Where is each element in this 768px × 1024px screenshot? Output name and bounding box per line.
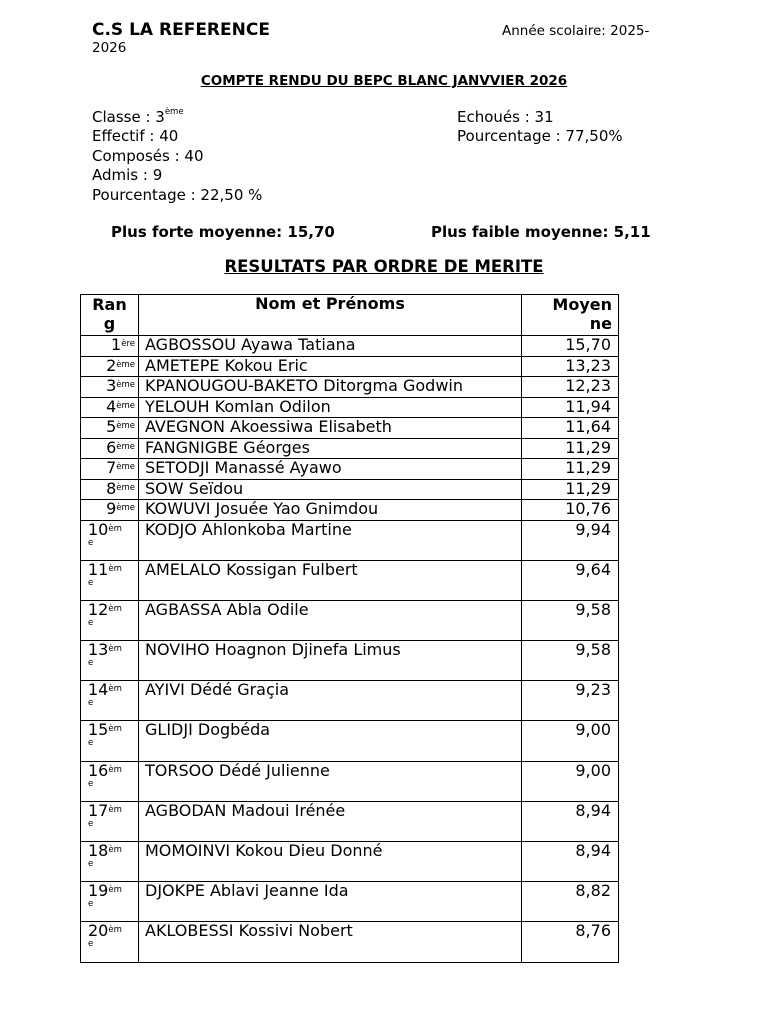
name-cell: TORSOO Dédé Julienne [139, 761, 522, 801]
rank-cell: 6ème [81, 438, 139, 459]
stat-classe: Classe : 3ème [92, 107, 184, 126]
average-cell: 9,00 [522, 761, 619, 801]
stat-composes: Composés : 40 [92, 147, 204, 165]
table-row [81, 438, 619, 459]
average-cell: 11,29 [522, 479, 619, 500]
table-row [81, 418, 619, 439]
average-cell: 11,29 [522, 459, 619, 480]
school-name: C.S LA REFERENCE [92, 20, 270, 40]
average-cell: 15,70 [522, 336, 619, 357]
table-row [81, 681, 619, 721]
rank-cell: $15^{èm}$ e [81, 721, 139, 761]
rank-cell: 1ère [81, 336, 139, 357]
average-cell: 9,64 [522, 560, 619, 600]
average-cell: 9,58 [522, 641, 619, 681]
average-cell: 11,94 [522, 397, 619, 418]
rank-cell: $13^{èm}$ e [81, 641, 139, 681]
stat-pourcentage-admis: Pourcentage : 22,50 % [92, 186, 263, 204]
rank-cell: 8ème [81, 479, 139, 500]
table-row [81, 336, 619, 357]
rank-cell: 7ème [81, 459, 139, 480]
rank-cell: $11^{èm}$ e [81, 560, 139, 600]
name-cell: KOWUVI Josuée Yao Gnimdou [139, 500, 522, 521]
name-cell: AYIVI Dédé Graçia [139, 681, 522, 721]
rank-cell: 4ème [81, 397, 139, 418]
rank-cell: $10^{èm}$ e [81, 520, 139, 560]
name-cell: YELOUH Komlan Odilon [139, 397, 522, 418]
name-cell: AVEGNON Akoessiwa Elisabeth [139, 418, 522, 439]
table-row [81, 641, 619, 681]
rank-cell: $19^{èm}$ e [81, 882, 139, 922]
name-cell: GLIDJI Dogbéda [139, 721, 522, 761]
school-year-continuation: 2026 [92, 40, 127, 56]
rank-cell: $18^{èm}$ e [81, 842, 139, 882]
table-row [81, 600, 619, 640]
table-row [81, 397, 619, 418]
average-cell: 9,94 [522, 520, 619, 560]
rank-cell: $12^{èm}$ e [81, 600, 139, 640]
header-name: Nom et Prénoms [139, 295, 522, 336]
average-cell: 8,94 [522, 842, 619, 882]
average-cell: 9,00 [522, 721, 619, 761]
stat-pourcentage-echoues: Pourcentage : 77,50% [457, 127, 623, 145]
name-cell: AGBASSA Abla Odile [139, 600, 522, 640]
average-cell: 11,29 [522, 438, 619, 459]
results-header-row [81, 295, 619, 336]
stat-admis: Admis : 9 [92, 166, 163, 184]
average-cell: 10,76 [522, 500, 619, 521]
name-cell: NOVIHO Hoagnon Djinefa Limus [139, 641, 522, 681]
name-cell: SETODJI Manassé Ayawo [139, 459, 522, 480]
rank-cell: $14^{èm}$ e [81, 681, 139, 721]
name-cell: MOMOINVI Kokou Dieu Donné [139, 842, 522, 882]
name-cell: KPANOUGOU-BAKETO Ditorgma Godwin [139, 377, 522, 398]
table-row [81, 459, 619, 480]
highest-average: Plus forte moyenne: 15,70 [111, 223, 335, 241]
table-row [81, 922, 619, 962]
name-cell: KODJO Ahlonkoba Martine [139, 520, 522, 560]
report-title: COMPTE RENDU DU BEPC BLANC JANVVIER 2026 [200, 73, 568, 89]
rank-cell: $17^{èm}$ e [81, 801, 139, 841]
rank-cell: 2ème [81, 356, 139, 377]
rank-cell: 5ème [81, 418, 139, 439]
results-body [81, 336, 619, 963]
average-cell: 12,23 [522, 377, 619, 398]
table-row [81, 479, 619, 500]
average-cell: 8,76 [522, 922, 619, 962]
rank-cell: 9ème [81, 500, 139, 521]
header-average: Moyen ne [522, 295, 619, 336]
lowest-average: Plus faible moyenne: 5,11 [431, 223, 651, 241]
table-row [81, 500, 619, 521]
name-cell: AKLOBESSI Kossivi Nobert [139, 922, 522, 962]
stat-echoues: Echoués : 31 [457, 108, 554, 126]
average-cell: 11,64 [522, 418, 619, 439]
name-cell: AMELALO Kossigan Fulbert [139, 560, 522, 600]
rank-cell: $16^{èm}$ e [81, 761, 139, 801]
stat-effectif: Effectif : 40 [92, 127, 179, 145]
average-cell: 8,82 [522, 882, 619, 922]
school-year-label: Année scolaire: 2025- [502, 23, 650, 39]
name-cell: DJOKPE Ablavi Jeanne Ida [139, 882, 522, 922]
table-row [81, 356, 619, 377]
rank-cell: 3ème [81, 377, 139, 398]
results-table [80, 294, 619, 963]
table-row [81, 377, 619, 398]
average-cell: 9,58 [522, 600, 619, 640]
name-cell: SOW Seïdou [139, 479, 522, 500]
average-cell: 9,23 [522, 681, 619, 721]
table-row [81, 761, 619, 801]
name-cell: AGBODAN Madoui Irénée [139, 801, 522, 841]
average-cell: 8,94 [522, 801, 619, 841]
table-row [81, 520, 619, 560]
table-row [81, 882, 619, 922]
table-row [81, 560, 619, 600]
rank-cell: $20^{èm}$ e [81, 922, 139, 962]
average-cell: 13,23 [522, 356, 619, 377]
header-rank: Ran g [81, 295, 139, 336]
name-cell: FANGNIGBE Géorges [139, 438, 522, 459]
name-cell: AMETEPE Kokou Eric [139, 356, 522, 377]
table-row [81, 721, 619, 761]
results-title: RESULTATS PAR ORDRE DE MERITE [224, 257, 544, 276]
table-row [81, 801, 619, 841]
table-row [81, 842, 619, 882]
name-cell: AGBOSSOU Ayawa Tatiana [139, 336, 522, 357]
